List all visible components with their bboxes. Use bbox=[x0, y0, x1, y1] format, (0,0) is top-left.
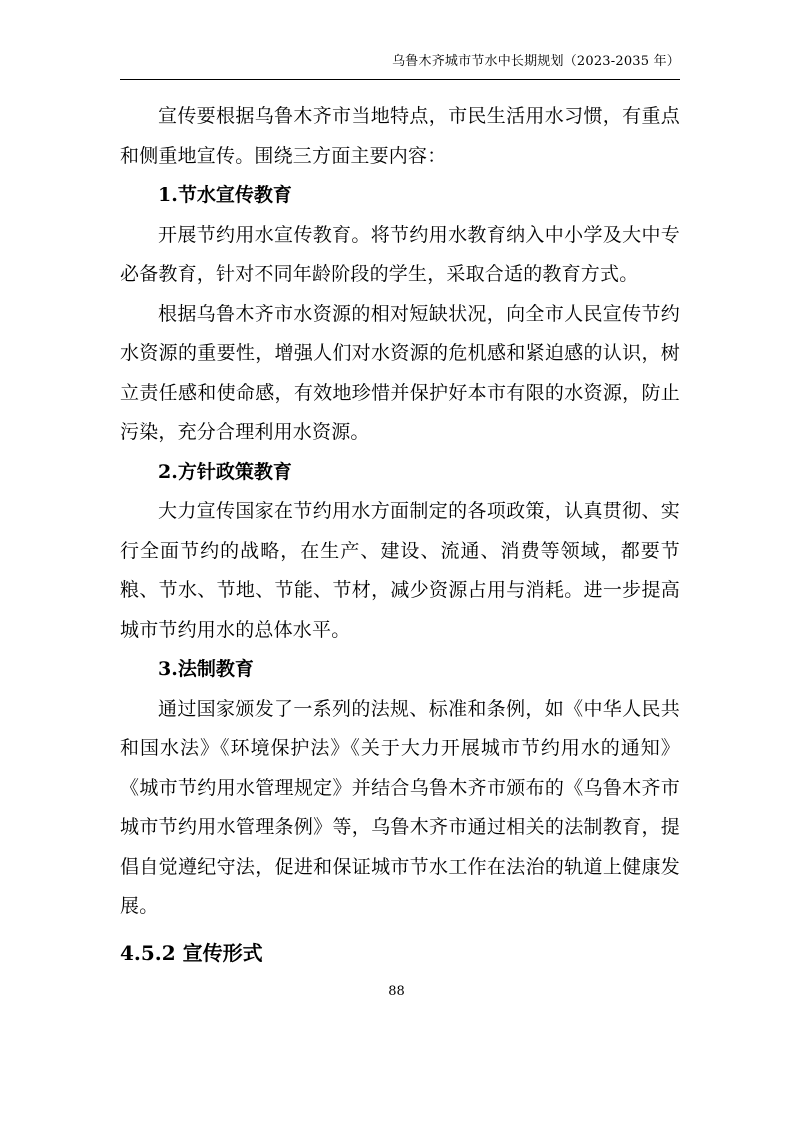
section-3-heading: 3.法制教育 bbox=[158, 658, 254, 680]
header-divider bbox=[120, 79, 680, 80]
intro-paragraph: 宣传要根据乌鲁木齐市当地特点，市民生活用水习惯，有重点和侧重地宣传。围绕三方面主要内容： bbox=[120, 105, 680, 167]
section-1-paragraph-1: 开展节约用水宣传教育。将节约用水教育纳入中小学及大中专必备教育，针对不同年龄阶段的学生，采取合适的教育方式。 bbox=[120, 223, 680, 285]
page-header: 乌鲁木齐城市节水中长期规划（2023-2035 年） bbox=[392, 54, 680, 69]
section-2-heading: 2.方针政策教育 bbox=[158, 460, 292, 483]
section-1-heading: 1.节水宣传教育 bbox=[158, 184, 292, 206]
section-1-paragraph-2: 根据乌鲁木齐市水资源的相对短缺状况，向全市人民宣传节约水资源的重要性，增强人们对水资源的危机感和紧迫感的认识，树立责任感和使命感，有效地珍惜并保护好本市有限的水资源，防止污染，充分合理利用水资源。 bbox=[120, 302, 680, 443]
page-body bbox=[120, 97, 680, 973]
section-3-paragraph-1: 通过国家颁发了一系列的法规、标准和条例，如《中华人民共和国水法》《环境保护法》《关于大力开展城市节约用水的通知》《城市节约用水管理规定》并结合乌鲁木齐市颁布的《乌鲁木齐市城市节约用水管理条例》等，乌鲁木齐市通过相关的法制教育，提倡自觉遵纪守法，促进和保证城市节水工作在法治的轨道上健康发展。 bbox=[120, 697, 680, 917]
section-4-5-2-heading: 4.5.2 宣传形式 bbox=[120, 940, 263, 965]
page-number: 88 bbox=[388, 984, 405, 999]
section-2-paragraph-1: 大力宣传国家在节约用水方面制定的各项政策，认真贯彻、实行全面节约的战略，在生产、建设、流通、消费等领域，都要节粮、节水、节地、节能、节材，减少资源占用与消耗。进一步提高城市节约用水的总体水平。 bbox=[120, 500, 680, 641]
